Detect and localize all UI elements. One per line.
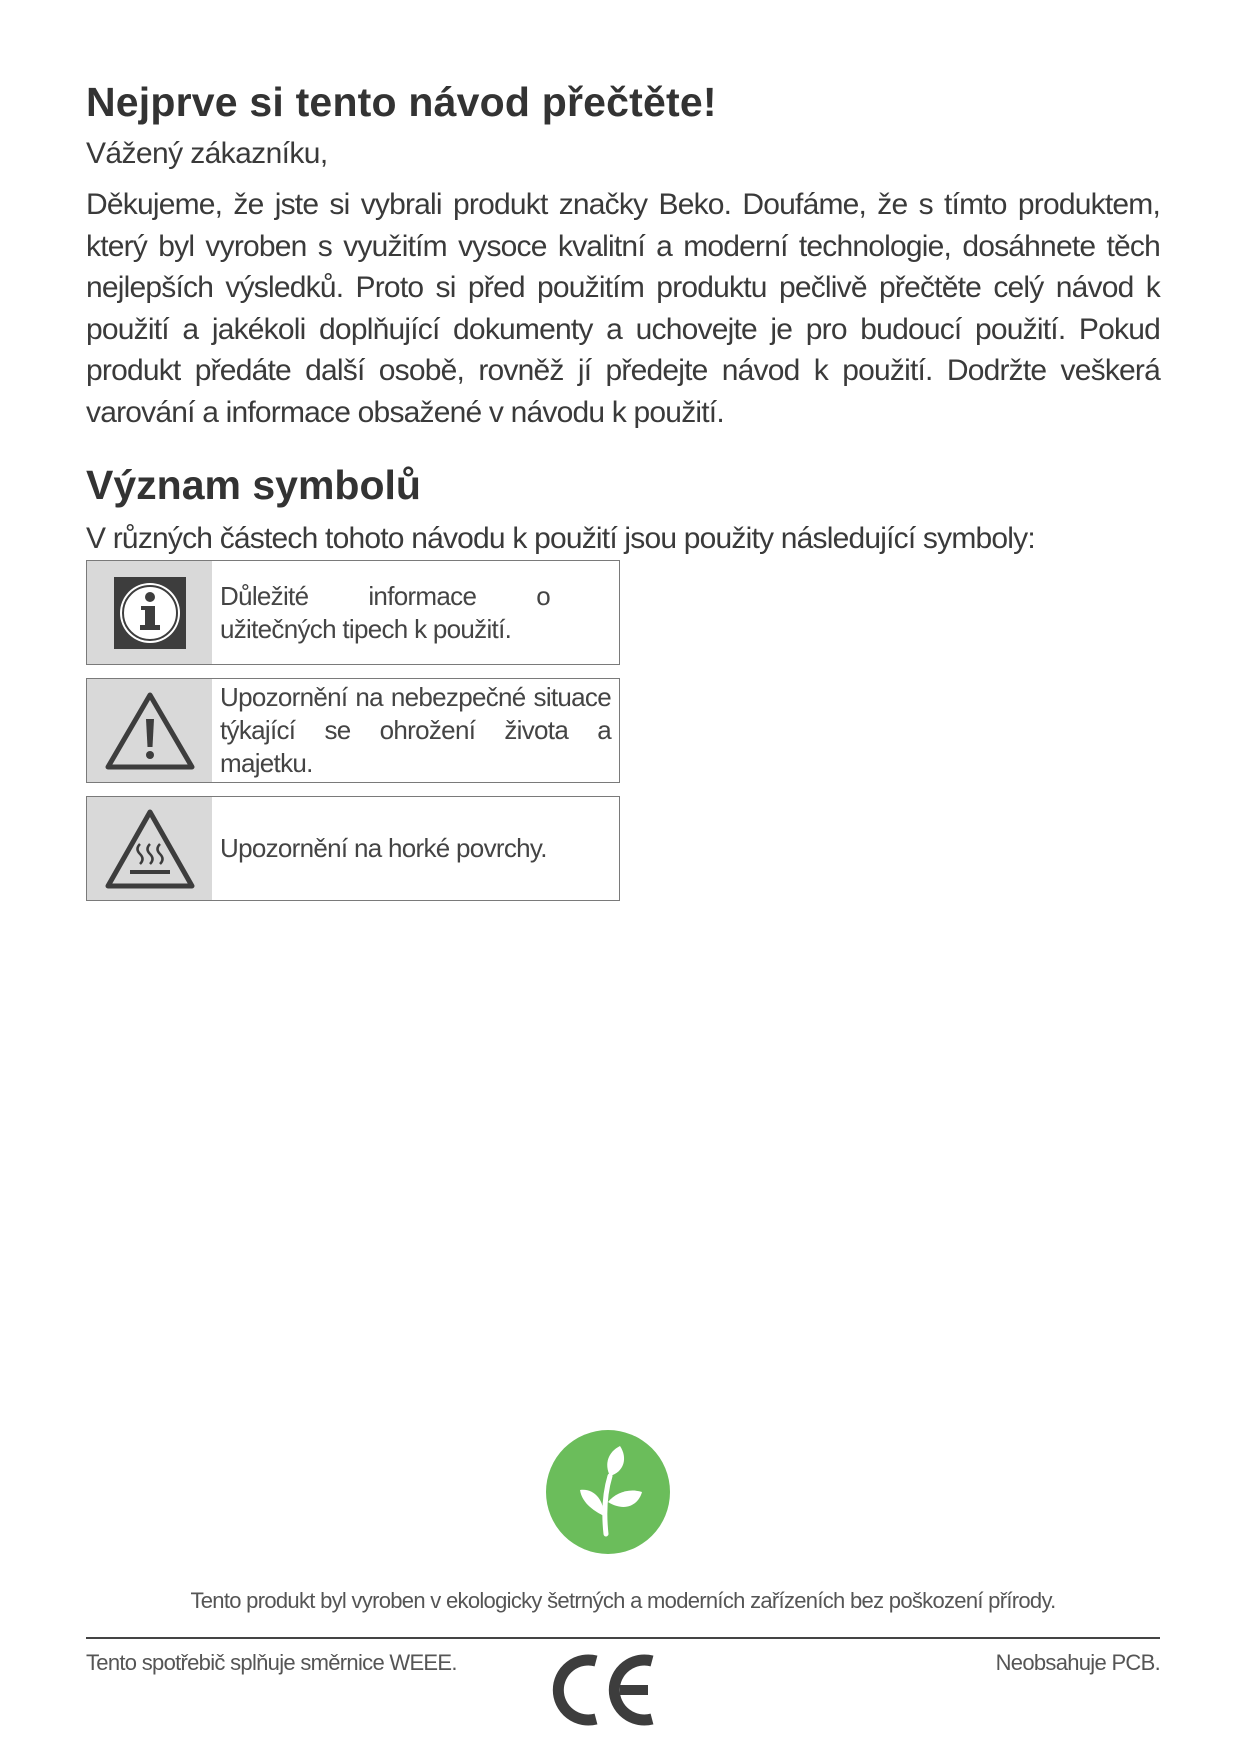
page-title: Nejprve si tento návod přečtěte! [86, 79, 717, 125]
symbol-description: Upozornění na nebezpečné situace týkající se ohrožení života a majetku. [220, 682, 611, 778]
greeting: Vážený zákazníku, [86, 137, 328, 170]
symbol-description: Důležité informace o užitečných tipech k použití. [220, 580, 550, 644]
eco-statement: Tento produkt byl vyroben v ekologicky šetrných a moderních zařízeních bez poškození přírody. [190, 1588, 1056, 1613]
symbols-intro: V různých částech tohoto návodu k použití jsou použity následující symboly: [86, 522, 1035, 555]
eco-leaf-icon [546, 1430, 670, 1554]
hot-surface-icon [87, 797, 212, 900]
weee-compliance: Tento spotřebič splňuje směrnice WEEE. [86, 1650, 457, 1675]
warning-icon [87, 679, 212, 782]
info-icon [87, 561, 212, 664]
symbols-heading: Význam symbolů [86, 462, 421, 508]
footer-divider [86, 1637, 1160, 1639]
ce-mark-icon [552, 1651, 662, 1729]
page-content [86, 76, 1160, 559]
symbol-description: Upozornění na horké povrchy. [220, 833, 547, 863]
intro-paragraph: Děkujeme, že jste si vybrali produkt značky Beko. Doufáme, že s tímto produktem, který byl vyroben s využitím vysoce kvalitní a moderní technologie, dosáhnete těch nejlepších výsledků. Proto si před použitím produktu pečlivě přečtěte celý návod k použití a jakékoli doplňující dokumenty a uchovejte je pro budoucí použití. Pokud produkt předáte další osobě, rovněž jí předejte návod k použití. Dodržte veškerá varování a informace obsažené v návodu k použití. [86, 188, 1160, 429]
pcb-statement: Neobsahuje PCB. [995, 1650, 1160, 1675]
symbol-row-warning [86, 678, 620, 783]
symbol-row-hot-surface [86, 796, 620, 901]
symbol-row-info [86, 560, 620, 665]
